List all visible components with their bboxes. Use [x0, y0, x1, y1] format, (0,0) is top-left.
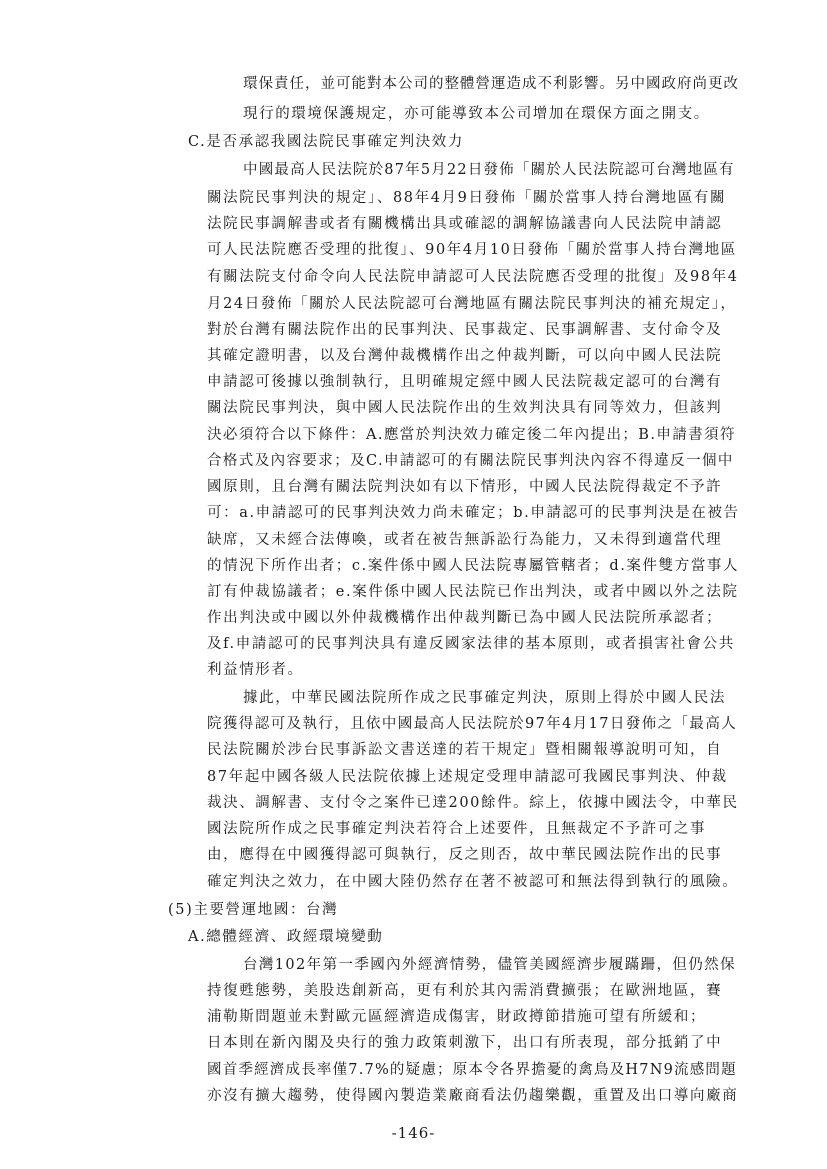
body-text-line: 關法院民事判決的規定」、88年4月9日發佈「關於當事人持台灣地區有關 — [207, 190, 727, 206]
body-text-line: 可：a.申請認可的民事判決效力尚未確定；b.申請認可的民事判決是在被告 — [207, 505, 740, 521]
body-text-line: 的情況下所作出者；c.案件係中國人民法院專屬管轄者；d.案件雙方當事人 — [207, 558, 740, 574]
body-text-line: 利益情形者。 — [207, 662, 304, 678]
body-text-line: 浦勒斯問題並未對歐元區經濟造成傷害，財政撙節措施可望有所緩和； — [207, 1009, 707, 1025]
body-text-line: 環保責任，並可能對本公司的整體營運造成不利影響。另中國政府尚更改 — [243, 76, 739, 92]
body-text-line: 法院民事調解書或者有關機構出具或確認的調解協議書向人民法院申請認 — [207, 216, 723, 232]
section-heading: C.是否承認我國法院民事確定判決效力 — [188, 134, 464, 150]
body-text-line: 對於台灣有關法院作出的民事判決、民事裁定、民事調解書、支付命令及 — [207, 322, 723, 338]
body-text-line: 國法院所作成之民事確定判決若符合上述要件，且無裁定不予許可之事 — [207, 821, 707, 837]
body-text-line: 中國最高人民法院於87年5月22日發佈「關於人民法院認可台灣地區有 — [243, 162, 735, 178]
body-text-line: 決必須符合以下條件：A.應當於判決效力確定後二年內提出；B.申請書須符 — [207, 427, 736, 443]
body-text-line: 87年起中國各級人民法院依據上述規定受理申請認可我國民事判決、仲裁 — [207, 769, 728, 785]
body-text-line: 可人民法院應否受理的批復」、90年4月10日發佈「關於當事人持台灣地區 — [207, 242, 737, 258]
body-text-line: 確定判決之效力，在中國大陸仍然存在著不被認可和無法得到執行的風險。 — [207, 874, 739, 890]
body-text-line: 缺席，又未經合法傳喚，或者在被告無訴訟行為能力，又未得到適當代理 — [207, 532, 723, 548]
page-number: -146- — [391, 1124, 436, 1142]
body-text-line: 裁決、調解書、支付令之案件已達200餘件。綜上，依據中國法令，中華民 — [207, 795, 739, 811]
section-heading: (5)主要營運地國：台灣 — [168, 902, 339, 918]
body-text-line: 院獲得認可及執行，且依中國最高人民法院於97年4月17日發佈之「最高人 — [207, 716, 738, 732]
section-heading: A.總體經濟、政經環境變動 — [188, 929, 384, 945]
body-text-line: 據此，中華民國法院所作成之民事確定判決，原則上得於中國人民法 — [243, 690, 726, 706]
body-text-line: 由，應得在中國獲得認可與執行，反之則否，故中華民國法院作出的民事 — [207, 847, 723, 863]
body-text-line: 持復甦態勢，美股迭創新高，更有利於其內需消費擴張；在歐洲地區，賽 — [207, 983, 723, 999]
body-text-line: 國原則，且台灣有關法院判決如有以下情形，中國人民法院得裁定不予許 — [207, 479, 723, 495]
body-text-line: 台灣102年第一季國內外經濟情勢，儘管美國經濟步履蹣跚，但仍然保 — [243, 957, 736, 973]
body-text-line: 有關法院支付命令向人民法院申請認可人民法院應否受理的批復」及98年4 — [207, 269, 739, 285]
body-text-line: 國首季經濟成長率僅7.7%的疑慮；原本令各界擔憂的禽鳥及H7N9流感問題 — [207, 1062, 737, 1078]
body-text-line: 亦沒有擴大趨勢，使得國內製造業廠商看法仍趨樂觀，重置及出口導向廠商 — [207, 1088, 739, 1104]
body-text-line: 關法院民事判決，與中國人民法院作出的生效判決具有同等效力，但該判 — [207, 400, 723, 416]
body-text-line: 合格式及內容要求；及C.申請認可的有關法院民事判決內容不得違反一個中 — [207, 453, 734, 469]
body-text-line: 訂有仲裁協議者；e.案件係中國人民法院已作出判決，或者中國以外之法院 — [207, 584, 739, 600]
body-text-line: 民法院關於涉台民事訴訟文書送達的若干規定」暨相關報導說明可知，自 — [207, 742, 723, 758]
body-text-line: 申請認可後據以強制執行，且明確規定經中國人民法院裁定認可的台灣有 — [207, 374, 723, 390]
body-text-line: 日本則在新內閣及央行的強力政策刺激下，出口有所表現，部分抵銷了中 — [207, 1035, 723, 1051]
body-text-line: 現行的環境保護規定，亦可能導致本公司增加在環保方面之開支。 — [243, 106, 710, 122]
body-text-line: 及f.申請認可的民事判決具有違反國家法律的基本原則，或者損害社會公共 — [207, 636, 735, 652]
body-text-line: 月24日發佈「關於人民法院認可台灣地區有關法院民事判決的補充規定」， — [207, 296, 737, 312]
body-text-line: 其確定證明書，以及台灣仲裁機構作出之仲裁判斷，可以向中國人民法院 — [207, 348, 723, 364]
body-text-line: 作出判決或中國以外仲裁機構作出仲裁判斷已為中國人民法院所承認者； — [207, 610, 723, 626]
